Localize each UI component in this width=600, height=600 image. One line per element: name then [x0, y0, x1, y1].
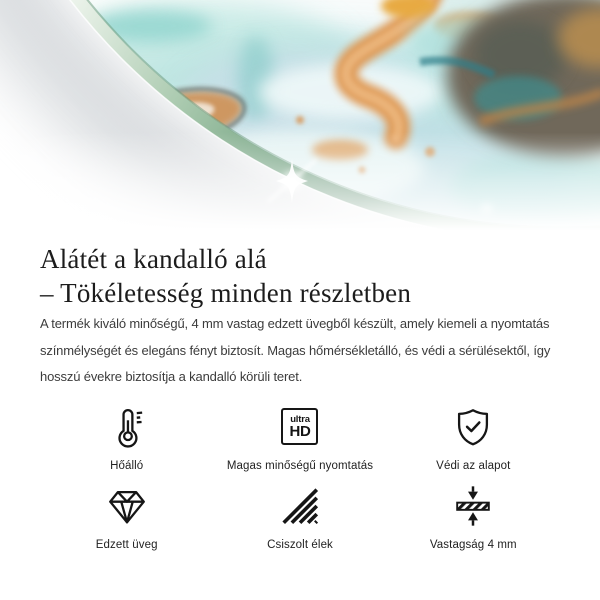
feature-label: Hőálló [110, 459, 144, 472]
thermometer-icon [104, 404, 150, 450]
product-description: A termék kiváló minőségű, 4 mm vastag edzett üvegből készült, amely kiemeli a nyomtatás színmélységét és elegáns fényt biztosít. Magas hőmérsékletálló, és védi a sérülésektől, így hosszú évekre biztosítja a kandalló körüli teret. [40, 316, 551, 384]
page-title [40, 242, 560, 310]
feature-label: Magas minőségű nyomtatás [226, 459, 374, 472]
thickness-icon [450, 483, 496, 529]
photo-bottom-fade [0, 125, 600, 236]
feature-label: Edzett üveg [95, 538, 158, 551]
feature-label: Védi az alapot [436, 459, 511, 472]
feature-grid [40, 403, 560, 551]
feature-thickness [387, 482, 560, 551]
product-copy [0, 242, 600, 551]
feature-label: Csiszolt élek [267, 538, 333, 551]
feature-label: Vastagság 4 mm [429, 538, 517, 551]
ultra-hd-icon: ultra HD [281, 408, 318, 445]
feature-print-quality [213, 403, 386, 472]
title-line-1: Alátét a kandalló alá [40, 244, 267, 274]
feature-polished-edges [213, 482, 386, 551]
feature-heat-resistant [40, 403, 213, 472]
glass-hearth-pad-illustration [0, 0, 600, 236]
product-photo [0, 0, 600, 236]
polished-edges-icon [277, 483, 323, 529]
title-line-2: – Tökéletesség minden részletben [40, 278, 412, 308]
feature-protects-base [387, 403, 560, 472]
feature-tempered-glass [40, 482, 213, 551]
diamond-icon [104, 483, 150, 529]
shield-check-icon [450, 404, 496, 450]
